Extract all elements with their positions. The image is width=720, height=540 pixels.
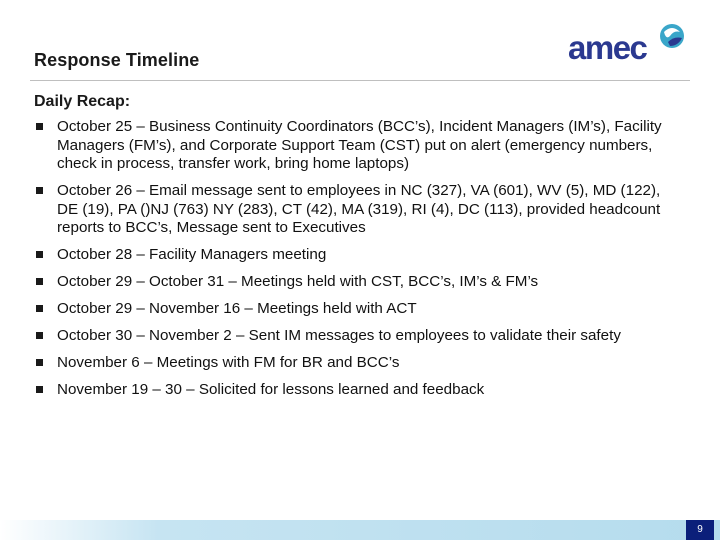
title-divider [30,80,690,81]
timeline-item-text: November 6 – Meetings with FM for BR and BCC’s [57,354,400,371]
timeline-item-text: November 19 – 30 – Solicited for lessons learned and feedback [57,381,485,398]
timeline-item [34,327,684,346]
amec-logo [568,22,688,72]
timeline-item [34,381,684,400]
square-bullet-icon [36,123,43,130]
slide-body [34,92,684,408]
logo-wordmark: amec [568,29,647,66]
timeline-item [34,182,684,238]
timeline-item-text: October 30 – November 2 – Sent IM messages to employees to validate their safety [57,327,621,344]
square-bullet-icon [36,359,43,366]
square-bullet-icon [36,386,43,393]
square-bullet-icon [36,278,43,285]
square-bullet-icon [36,187,43,194]
timeline-item-text: October 28 – Facility Managers meeting [57,246,327,263]
timeline-item-text: October 29 – November 16 – Meetings held with ACT [57,300,417,317]
square-bullet-icon [36,251,43,258]
timeline-item [34,273,684,292]
square-bullet-icon [36,305,43,312]
timeline-list [34,118,684,400]
section-subheading: Daily Recap: [34,93,131,110]
timeline-item [34,300,684,319]
square-bullet-icon [36,332,43,339]
timeline-item [34,118,684,174]
timeline-item-text: October 26 – Email message sent to employees in NC (327), VA (601), WV (5), MD (122), DE (19), PA ()NJ (763) NY (283), CT (42), MA (319), RI (4), DC (113), provided headcount reports to BCC’s, Message sent to Executives [57,182,661,236]
timeline-item [34,246,684,265]
timeline-item-text: October 29 – October 31 – Meetings held with CST, BCC’s, IM’s & FM’s [57,273,539,290]
page-number: 9 [686,520,714,540]
timeline-item-text: October 25 – Business Continuity Coordinators (BCC’s), Incident Managers (IM’s), Facility Managers (FM’s), and Corporate Support Team (CST) put on alert (emergency numbers, check in process, transfer work, bring home laptops) [57,118,662,172]
slide-title: Response Timeline [34,50,200,70]
footer-bar [0,520,720,540]
logo-globe-icon [658,22,686,50]
timeline-item [34,354,684,373]
